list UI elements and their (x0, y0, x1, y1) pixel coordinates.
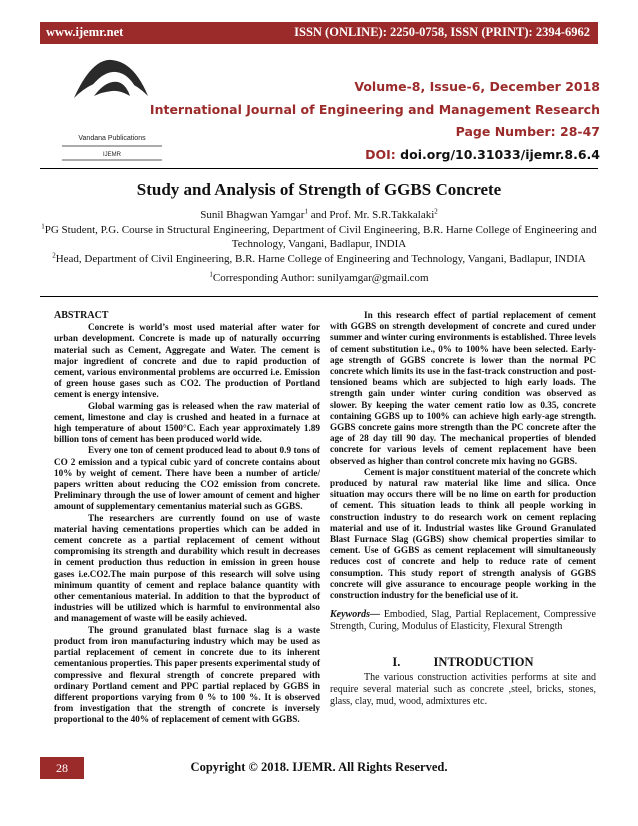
corresponding-author (40, 272, 598, 284)
abstract-paragraph: The researchers are currently found on use of waste material having cementations properties which can be added in cement concrete as a partial replacement of cement without compromising its strength and durability which result in decreases in cement production thus reduction in emission in green house gases i.e.CO2.The main purpose of this research will solve using minimum quantity of cement and replace balance quantity with other cementanious material. In addition to that the byproduct of industries will be utilized which is harmful to environmental also and management of waste will be easily achieved. (54, 512, 320, 624)
copyright-text: Copyright © 2018. IJEMR. All Rights Reserved. (190, 760, 448, 774)
section-title: INTRODUCTION (433, 655, 534, 670)
abstract-paragraph: In this research effect of partial replacement of cement with GGBS on strength development of concrete and cured under summer and winter curing environments is established. Three levels of cement substitution i.e., 0% to 100% have been selected. Early-age strength of GGBS concrete is lower than the normal PC concrete which limits its use in the fast-track construction and post-tensioned beams which are subjected to high early loads. The strength gain under winter curing condition was observed as slower. By keeping the water cement ratio low as 0.35, concrete containing GGBS up to 100% can achieve high early-age strength. GGBS concrete gains more strength than the PC concrete after the age of 28 day till 90 day. The mechanical properties of blended concrete for various levels of cement replacement have been observed as higher than control concrete mix having no GGBS. (330, 310, 596, 466)
author-1: Sunil Bhagwan Yamgar (200, 209, 305, 221)
corr-text: Corresponding Author: sunilyamgar@gmail.com (212, 272, 429, 284)
doi-link[interactable]: doi.org/10.31033/ijemr.8.6.4 (400, 147, 600, 162)
issn-text: ISSN (ONLINE): 2250-0758, ISSN (PRINT): 2394-6962 (294, 25, 590, 39)
abstract-paragraph: Every one ton of cement produced lead to about 0.9 tons of CO 2 emission and a typical cubic yard of concrete contains about 10% by weight of cement. There have been a number of article/ papers written about reducing the CO2 emission from concrete. Preliminary through the use of lower amount of cement and higher amount of supplementary cementanius material such as GGBS. (54, 445, 320, 512)
section-number: I. (392, 655, 401, 670)
header-bar (40, 22, 598, 44)
abstract-column-right (330, 310, 596, 708)
abstract-paragraph: Global warming gas is released when the raw material of cement, limestone and clay is crushed and heated in a furnace at high temperature of about 1500°C. Each year approximately 1.89 billion tons of cement has been produced world wide. (54, 400, 320, 445)
corr-sup: 1 (209, 270, 213, 279)
keywords (330, 609, 596, 633)
journal-volume: Volume-8, Issue-6, December 2018 (354, 79, 600, 94)
doi-label: DOI: (365, 147, 396, 162)
page-number-badge: 28 (40, 757, 84, 779)
author-2-sup: 2 (434, 207, 438, 216)
affiliation-2 (40, 253, 598, 267)
logo-sub: IJEMR (103, 152, 121, 158)
keywords-label: Keywords— (330, 609, 380, 621)
paper-title: Study and Analysis of Strength of GGBS Concrete (136, 180, 502, 199)
affiliation-1-text: PG Student, P.G. Course in Structural Engineering, Department of Civil Engineering, B.R. Harne College of Engineering and Technology, Vangani, Badlapur, INDIA (44, 224, 597, 250)
author-join: and Prof. Mr. S.R.Takkalaki (307, 209, 435, 221)
footer (40, 757, 598, 779)
section-heading-introduction (330, 657, 596, 668)
affiliation-2-text: Head, Department of Civil Engineering, B.R. Harne College of Engineering and Technology, Vangani, Badlapur, INDIA (55, 253, 586, 265)
abstract-paragraph: Cement is major constituent material of the concrete which produced by natural raw material like lime and silica. Once situation may occurs there will be no lime on earth for production of cement. This situation leads to think all people working in construction industry to do research work on cement replacing material and use of it. Industrial wastes like Ground Granulated Blast Furnace Slag (GGBS) show chemical properties similar to cement. Use of GGBS as cement replacement will simultaneously reduces cost of concrete and help to reduce rate of cement consumption. This study report of strength analysis of GGBS concrete will give assurance to encourage people working in the construction industry for the beneficial use of it. (330, 466, 596, 601)
logo-name: Vandana Publications (78, 135, 146, 142)
affiliation-1-sup: 1 (41, 222, 45, 231)
keywords-text: Embodied, Slag, Partial Replacement, Compressive Strength, Curing, Modulus of Elasticity, Flexural Strength (330, 609, 596, 633)
abstract-paragraph: Concrete is world’s most used material after water for urban development. Concrete is made up of naturally occurring material such as Cement, Aggregate and Water. The cement is major ingredient of concrete and due to rapid production of cement, various environmental problems are occurred i.e. Emission of green house gases such as CO2. The production of Portland cement is energy intensive. (54, 322, 320, 400)
intro-paragraph: The various construction activities performs at site and require several material such as concrete ,steel, bricks, stones, glass, clay, mud, wood, admixtures etc. (330, 672, 596, 708)
abstract-heading: ABSTRACT (54, 310, 109, 321)
author-1-sup: 1 (304, 207, 308, 216)
website-link[interactable]: www.ijemr.net (46, 25, 124, 39)
abstract-column-left (54, 310, 320, 726)
page-number-range: Page Number: 28-47 (455, 124, 600, 139)
affiliation-2-sup: 2 (52, 251, 56, 260)
authors-line (40, 209, 598, 221)
affiliation-1 (40, 224, 598, 251)
journal-name: International Journal of Engineering and Management Research (149, 102, 600, 117)
title-divider (40, 296, 598, 297)
doi-line (365, 147, 600, 162)
header-divider (40, 168, 598, 169)
abstract-paragraph: The ground granulated blast furnace slag is a waste product from iron manufacturing industry which may be used as partial replacement of cement in concrete due to its inherent cementanious properties. This paper presents experimental study of compressive and flexural strength of concrete prepared with ordinary Portland cement and PPC partial replaced by GGBS in different proportions varying from 0 % to 100 %. It is observed from investigation that the strength of concrete is inversely proportional to the 40% of replacement of cement with GGBS. (54, 624, 320, 725)
